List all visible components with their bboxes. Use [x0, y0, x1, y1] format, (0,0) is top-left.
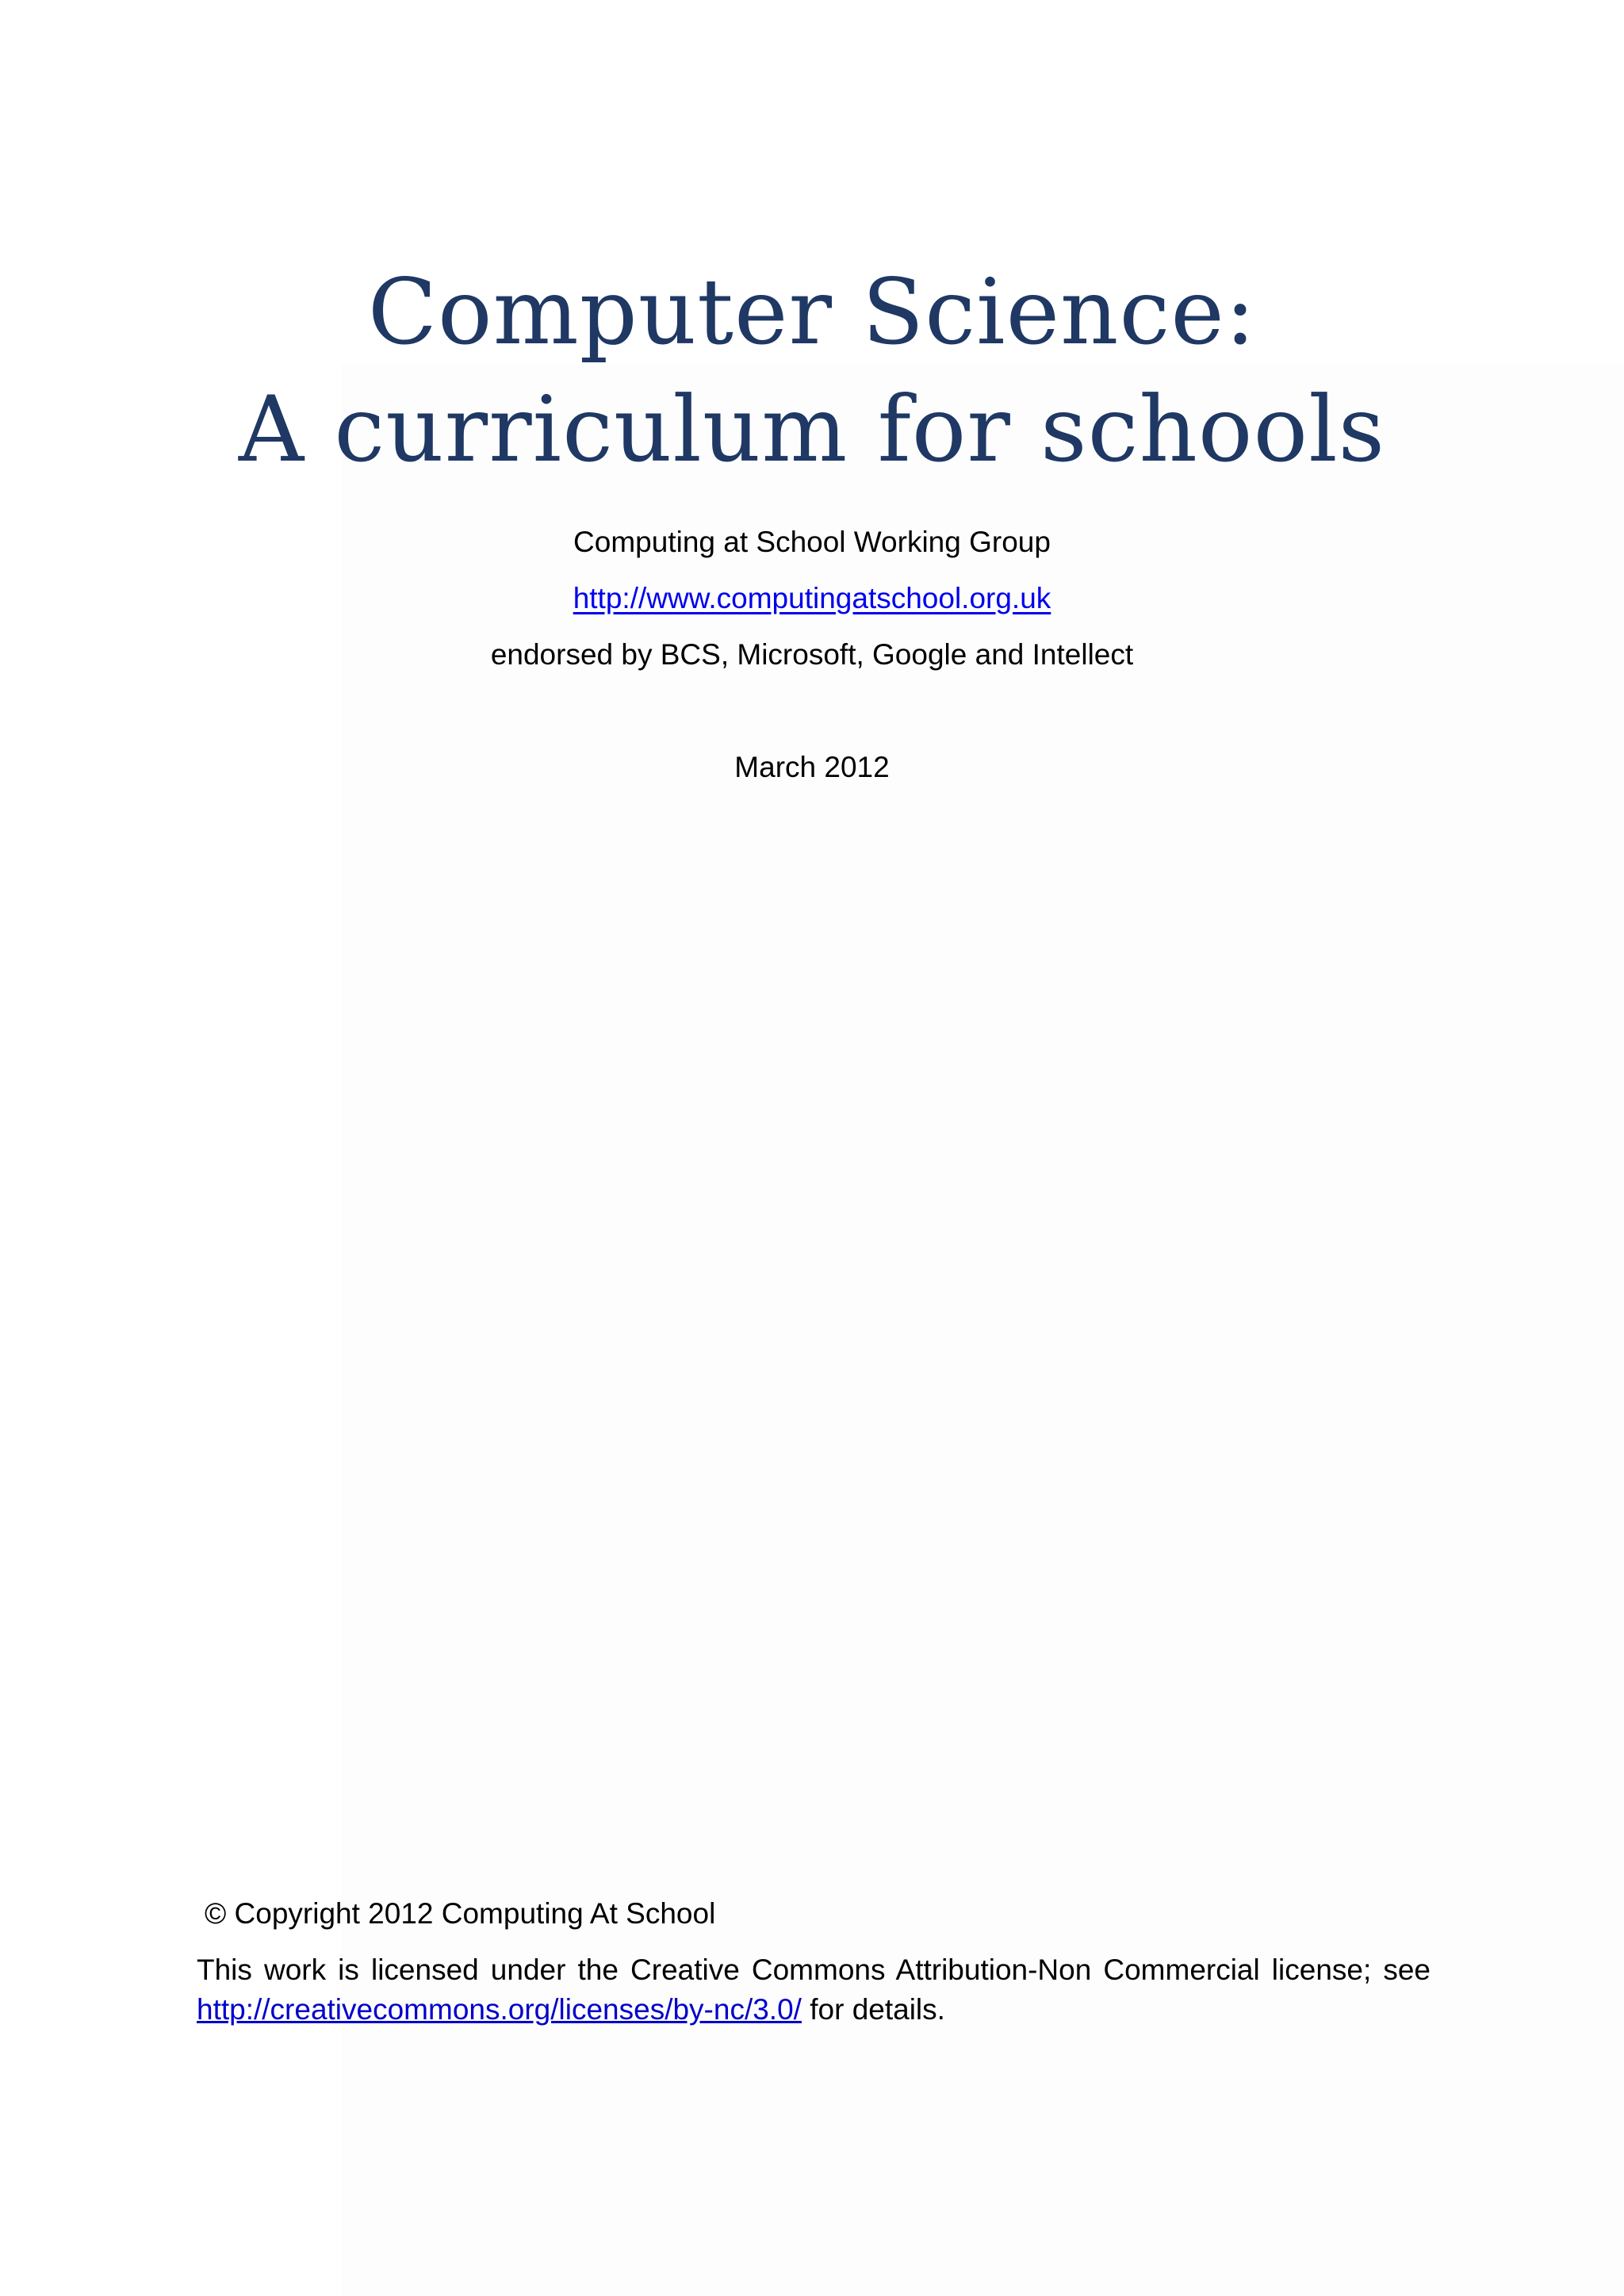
- license-link[interactable]: http://creativecommons.org/licenses/by-nc/3.0/: [197, 1993, 802, 2026]
- document-title: [0, 254, 1624, 488]
- copyright-notice: © Copyright 2012 Computing At School: [205, 1897, 716, 1930]
- website-line: [0, 580, 1624, 618]
- website-link[interactable]: http://www.computingatschool.org.uk: [573, 582, 1051, 614]
- endorsement-text: endorsed by BCS, Microsoft, Google and Intellect: [490, 638, 1134, 671]
- title-line-1: Computer Science:: [367, 259, 1257, 365]
- title-line-2: A curriculum for schools: [238, 377, 1386, 482]
- publication-date: March 2012: [734, 751, 890, 783]
- license-text-after: for details.: [801, 1993, 945, 2026]
- license-text-before: This work is licensed under the Creative Commons Attribution-Non Commercial license; see: [197, 1954, 1431, 1986]
- working-group-label: Computing at School Working Group: [573, 526, 1051, 558]
- license-paragraph: [197, 1950, 1431, 2030]
